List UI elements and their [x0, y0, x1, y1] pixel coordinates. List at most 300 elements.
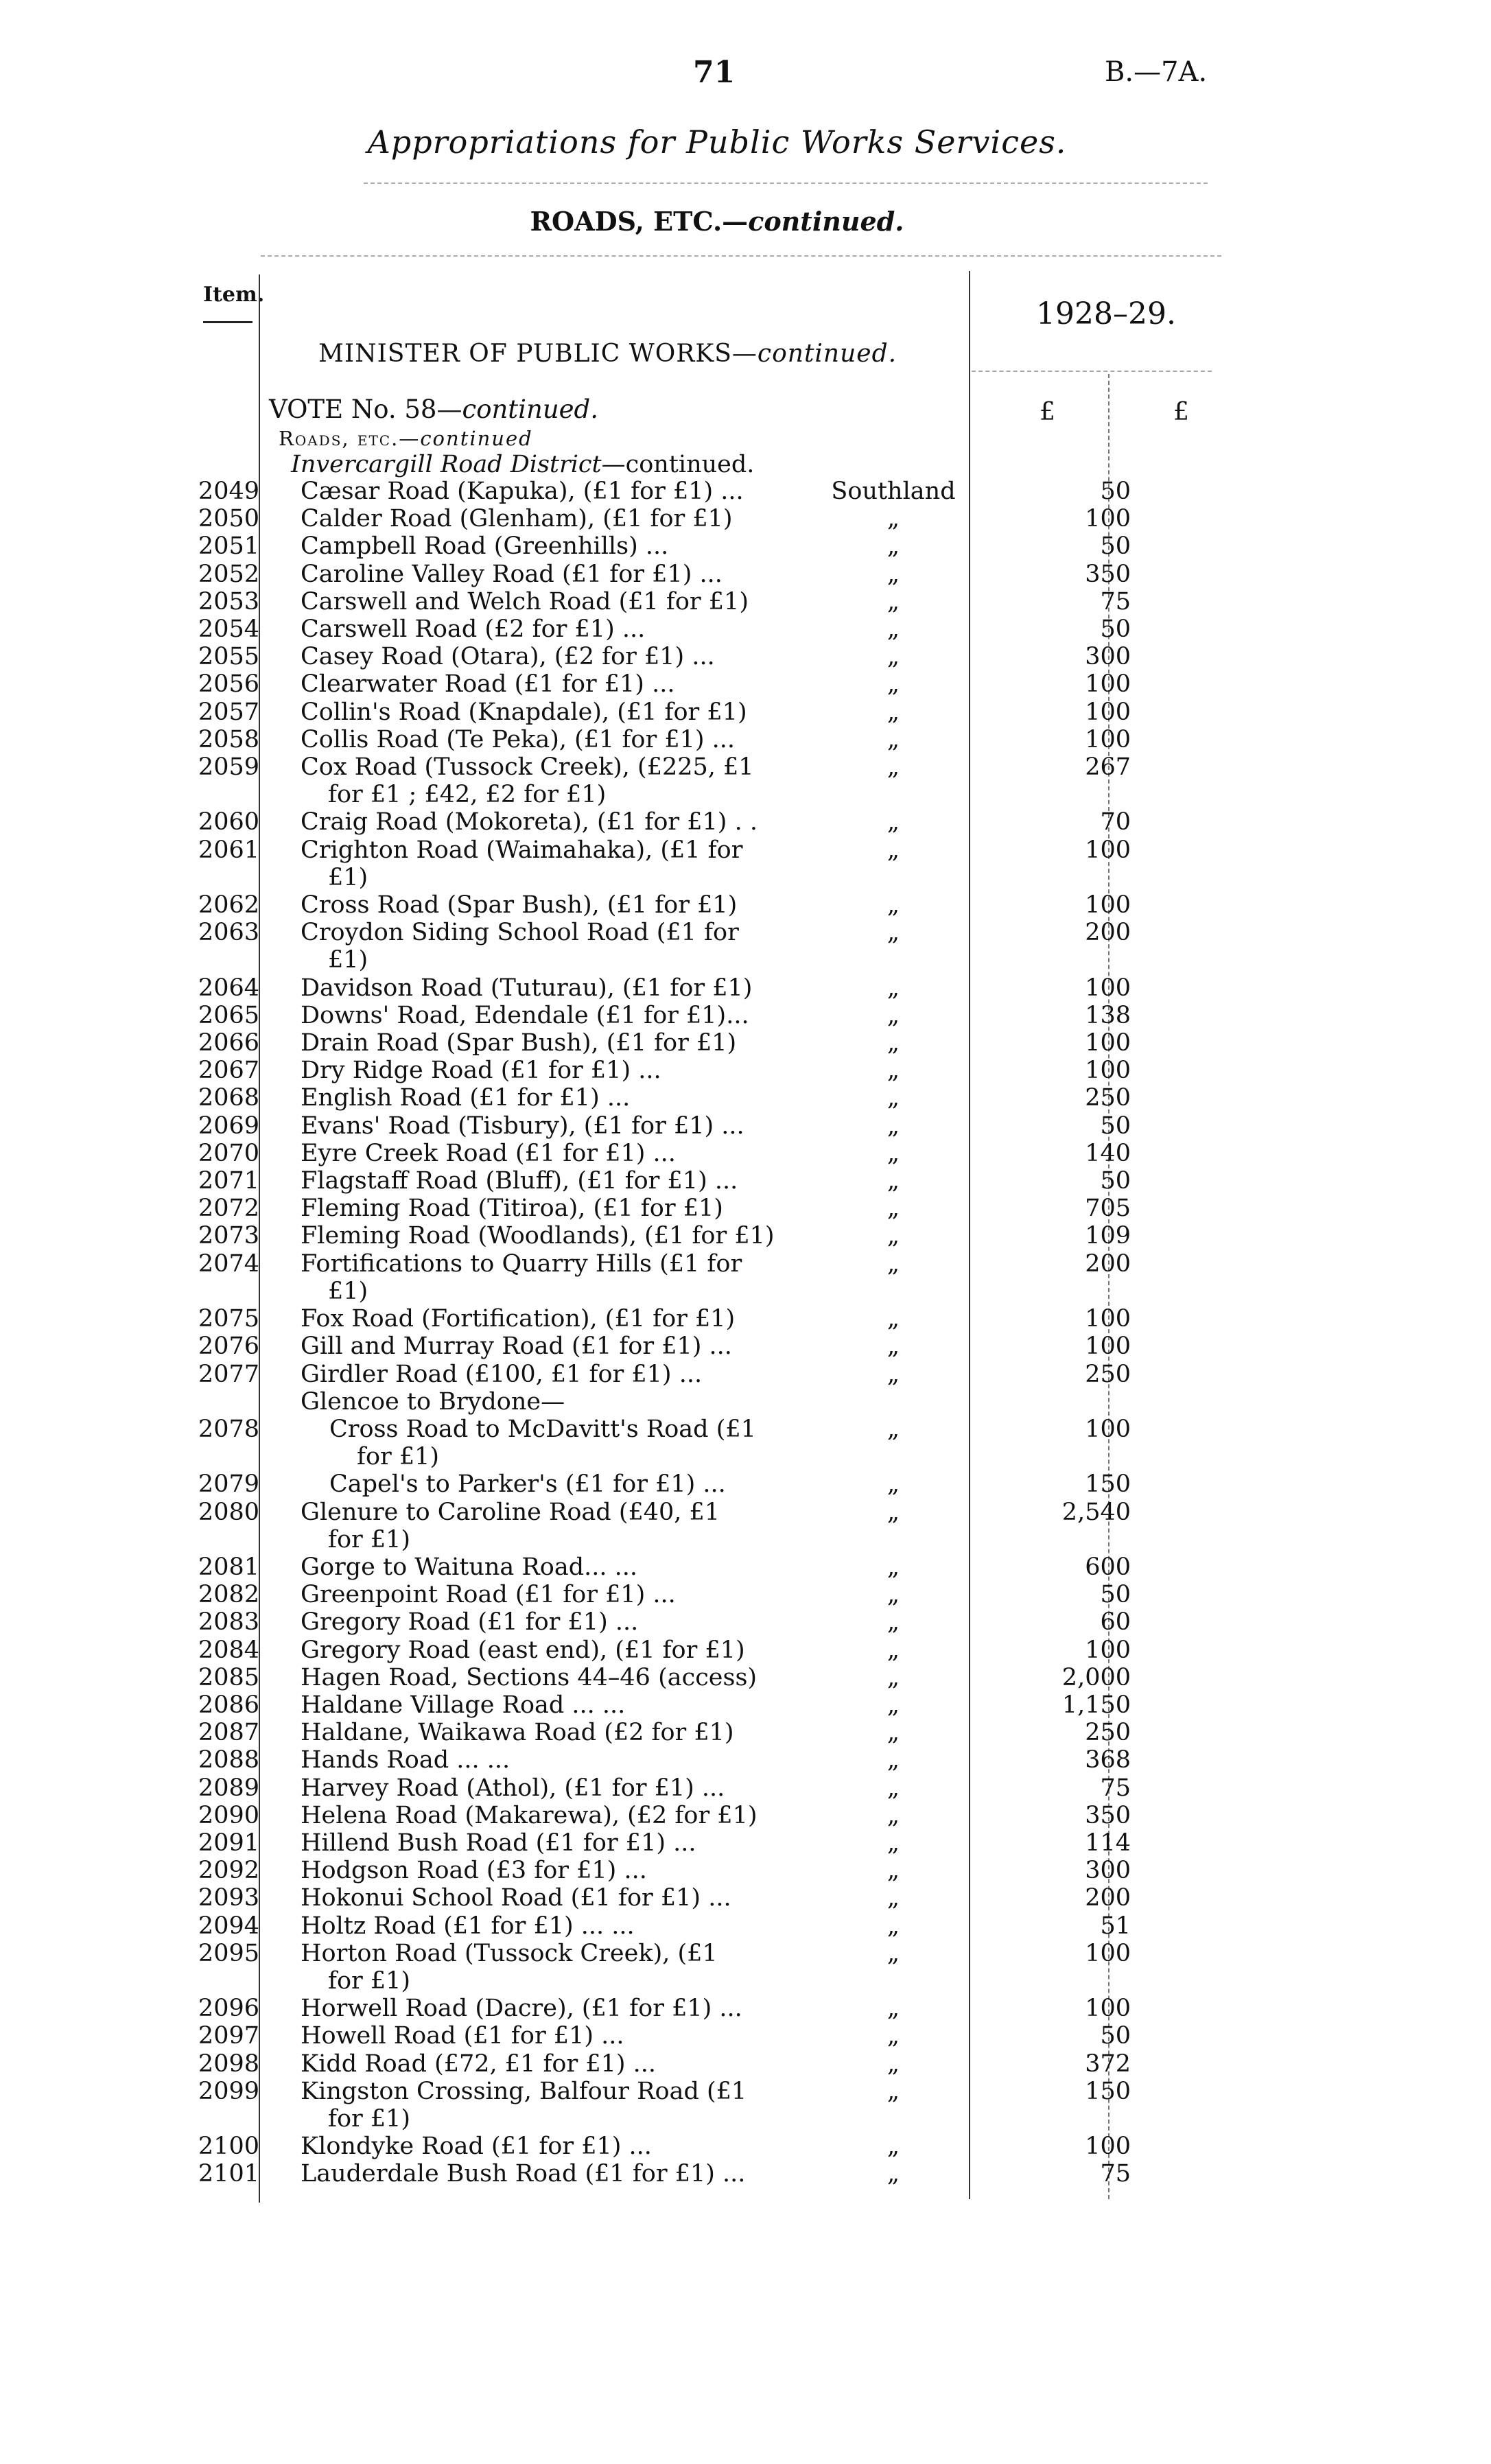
item-number: 2065 [198, 1001, 259, 1029]
item-description [265, 561, 786, 588]
item-description [265, 1002, 786, 1029]
region-name: „ [887, 1057, 900, 1085]
item-description [265, 2078, 786, 2133]
region-name: „ [887, 1719, 900, 1747]
region-name: „ [887, 1112, 900, 1140]
table-row [192, 1222, 1138, 1249]
minister-heading [318, 340, 897, 368]
region-name: „ [887, 1691, 900, 1719]
table-row [192, 1305, 1138, 1333]
amount-value: 100 [1085, 1415, 1131, 1443]
item-number: 2098 [198, 2050, 259, 2078]
table-row [192, 919, 1138, 974]
amount-value: 100 [1085, 2133, 1131, 2161]
appropriations-table-body [192, 478, 1138, 2188]
item-column-header: Item. [203, 283, 265, 307]
item-number: 2055 [198, 643, 259, 671]
amount-value: 150 [1085, 2077, 1131, 2105]
item-description [265, 2160, 786, 2187]
item-description [265, 505, 786, 532]
table-row [192, 478, 1138, 505]
description-text: Gregory Road (east end), (£1 for £1) [301, 1636, 745, 1664]
title-divider [364, 183, 1208, 184]
item-number: 2075 [198, 1305, 259, 1333]
amount-value: 75 [1100, 1774, 1131, 1802]
description-text: Davidson Road (Tuturau), (£1 for £1) [301, 974, 753, 1002]
region-name: „ [887, 1553, 900, 1581]
table-row [192, 1195, 1138, 1222]
region-name: „ [887, 1333, 900, 1361]
region-name: „ [887, 808, 900, 836]
item-description [265, 1361, 786, 1388]
description-text: Hokonui School Road (£1 for £1) ... [301, 1884, 731, 1912]
table-row [192, 1470, 1138, 1498]
amount-value: 109 [1085, 1222, 1131, 1250]
region-name: „ [887, 919, 900, 947]
item-description [265, 1029, 786, 1057]
minister-heading-text: MINISTER OF PUBLIC WORKS— [318, 340, 758, 368]
item-number: 2056 [198, 670, 259, 699]
amount-value: 100 [1085, 725, 1131, 753]
amount-value: 50 [1100, 2022, 1131, 2050]
item-number: 2062 [198, 891, 259, 919]
description-text: Campbell Road (Greenhills) ... [301, 532, 669, 561]
item-description [265, 532, 786, 560]
table-row [192, 1774, 1138, 1802]
description-text: Glencoe to Brydone— [301, 1387, 565, 1416]
item-number: 2067 [198, 1057, 259, 1085]
amount-value: 372 [1085, 2050, 1131, 2078]
item-number: 2100 [198, 2133, 259, 2161]
description-text: Kingston Crossing, Balfour Road (£1 [301, 2077, 747, 2105]
description-continuation: for £1) [357, 1443, 440, 1471]
description-text: Calder Road (Glenham), (£1 for £1) [301, 505, 733, 533]
description-continuation: £1) [328, 946, 368, 974]
description-text: Cæsar Road (Kapuka), (£1 for £1) ... [301, 478, 744, 505]
item-number: 2090 [198, 1801, 259, 1829]
amount-value: 300 [1085, 1857, 1131, 1885]
currency-header-2: £ [1173, 398, 1189, 426]
amount-value: 100 [1085, 698, 1131, 726]
amount-value: 250 [1085, 1084, 1131, 1112]
item-description [265, 1940, 786, 1995]
description-text: Glenure to Caroline Road (£40, £1 [301, 1498, 720, 1526]
currency-header-1: £ [1040, 398, 1055, 426]
region-name: „ [887, 1581, 900, 1609]
region-name: „ [887, 1939, 900, 1967]
region-name: „ [887, 1360, 900, 1388]
amount-value: 150 [1085, 1470, 1131, 1499]
item-number: 2053 [198, 587, 259, 615]
region-name: „ [887, 505, 900, 533]
region-name: „ [887, 1829, 900, 1857]
table-row [192, 1829, 1138, 1857]
region-name: „ [887, 1663, 900, 1691]
table-row [192, 1057, 1138, 1084]
table-row [192, 561, 1138, 588]
district-heading [291, 451, 754, 478]
description-text: Cox Road (Tussock Creek), (£225, £1 [301, 753, 754, 782]
region-name: „ [887, 1608, 900, 1636]
amount-value: 50 [1100, 1581, 1131, 1609]
amount-value: 75 [1100, 587, 1131, 615]
description-text: Haldane Village Road ... ... [301, 1691, 626, 1719]
description-text: Hodgson Road (£3 for £1) ... [301, 1857, 647, 1885]
amount-value: 100 [1085, 1057, 1131, 1085]
item-description [265, 1222, 786, 1249]
item-number: 2072 [198, 1195, 259, 1223]
table-row [192, 808, 1138, 836]
amount-value: 200 [1085, 1884, 1131, 1912]
roads-subheading-continued: continued [420, 427, 533, 450]
item-description [265, 1719, 786, 1746]
item-description [265, 1416, 786, 1470]
region-name: „ [887, 974, 900, 1002]
description-continuation: for £1) [328, 2104, 411, 2133]
description-text: Helena Road (Makarewa), (£2 for £1) [301, 1801, 758, 1829]
item-number: 2093 [198, 1884, 259, 1912]
item-description [265, 891, 786, 919]
item-description [265, 1995, 786, 2022]
description-text: Fortifications to Quarry Hills (£1 for [301, 1249, 742, 1278]
amount-value: 114 [1085, 1829, 1131, 1857]
item-number: 2084 [198, 1636, 259, 1664]
table-row [192, 1361, 1138, 1388]
appropriations-table [192, 478, 1138, 2188]
table-row [192, 615, 1138, 643]
table-row [192, 643, 1138, 670]
description-text: Klondyke Road (£1 for £1) ... [301, 2133, 652, 2161]
description-text: Carswell and Welch Road (£1 for £1) [301, 587, 749, 615]
description-text: Fleming Road (Woodlands), (£1 for £1) [301, 1222, 775, 1250]
item-description [265, 836, 786, 891]
region-name: „ [887, 1746, 900, 1774]
description-text: Howell Road (£1 for £1) ... [301, 2022, 624, 2050]
vote-heading-text: VOTE No. 58— [269, 395, 462, 424]
amount-value: 50 [1100, 1112, 1131, 1140]
amount-value: 100 [1085, 974, 1131, 1002]
table-row [192, 1167, 1138, 1195]
table-row [192, 1857, 1138, 1884]
item-number: 2083 [198, 1608, 259, 1636]
item-description [265, 1084, 786, 1112]
item-number: 2060 [198, 808, 259, 836]
item-number: 2066 [198, 1029, 259, 1057]
description-text: Hands Road ... ... [301, 1746, 510, 1774]
table-row [192, 2050, 1138, 2078]
region-name: „ [887, 725, 900, 753]
region-name: „ [887, 1222, 900, 1250]
item-description [265, 974, 786, 1002]
region-name: „ [887, 670, 900, 699]
table-row [192, 2133, 1138, 2160]
table-row [192, 1912, 1138, 1940]
table-row [192, 670, 1138, 698]
table-row [192, 1084, 1138, 1112]
item-description [265, 1305, 786, 1333]
amount-value: 100 [1085, 1636, 1131, 1664]
amount-value: 138 [1085, 1001, 1131, 1029]
table-row [192, 2078, 1138, 2133]
item-description [265, 1140, 786, 1167]
item-number: 2063 [198, 919, 259, 947]
description-text: Harvey Road (Athol), (£1 for £1) ... [301, 1774, 725, 1802]
region-name: „ [887, 615, 900, 644]
region-name: „ [887, 1001, 900, 1029]
amount-value: 50 [1100, 615, 1131, 644]
section-title-continued: continued. [748, 206, 904, 237]
region-name: „ [887, 1415, 900, 1443]
region-name: „ [887, 2133, 900, 2161]
table-row [192, 2160, 1138, 2187]
amount-value: 368 [1085, 1746, 1131, 1774]
description-text: Girdler Road (£100, £1 for £1) ... [301, 1360, 703, 1388]
description-text: Gregory Road (£1 for £1) ... [301, 1608, 639, 1636]
description-text: Flagstaff Road (Bluff), (£1 for £1) ... [301, 1167, 738, 1195]
region-name: „ [887, 836, 900, 864]
amount-value: 267 [1085, 753, 1131, 782]
item-number: 2087 [198, 1719, 259, 1747]
item-description [265, 808, 786, 836]
description-continuation: £1) [328, 863, 368, 891]
description-text: Holtz Road (£1 for £1) ... ... [301, 1912, 635, 1940]
table-row [192, 836, 1138, 891]
region-name: „ [887, 2050, 900, 2078]
region-name: „ [887, 2022, 900, 2050]
item-number: 2059 [198, 753, 259, 782]
item-description [265, 588, 786, 615]
item-number: 2077 [198, 1360, 259, 1388]
item-description [265, 1553, 786, 1581]
item-description [265, 615, 786, 643]
item-number: 2081 [198, 1553, 259, 1581]
description-text: Dry Ridge Road (£1 for £1) ... [301, 1057, 661, 1085]
region-name: „ [887, 587, 900, 615]
item-number: 2049 [198, 478, 259, 505]
item-number: 2099 [198, 2077, 259, 2105]
description-text: Hillend Bush Road (£1 for £1) ... [301, 1829, 696, 1857]
table-row [192, 1746, 1138, 1774]
amount-value: 2,540 [1061, 1498, 1131, 1526]
item-description [265, 643, 786, 670]
description-text: Casey Road (Otara), (£2 for £1) ... [301, 643, 715, 671]
table-row [192, 505, 1138, 532]
amount-value: 100 [1085, 670, 1131, 699]
description-continuation: for £1) [328, 1967, 411, 1995]
amount-value: 705 [1085, 1195, 1131, 1223]
item-description [265, 1499, 786, 1553]
region-name: „ [887, 532, 900, 561]
item-description [265, 1912, 786, 1940]
table-row [192, 532, 1138, 560]
description-text: Hagen Road, Sections 44–46 (access) [301, 1663, 758, 1691]
table-row [192, 1608, 1138, 1636]
item-number: 2080 [198, 1498, 259, 1526]
table-row [192, 726, 1138, 753]
description-text: Crighton Road (Waimahaka), (£1 for [301, 836, 743, 864]
item-description [265, 1195, 786, 1222]
description-text: Caroline Valley Road (£1 for £1) ... [301, 560, 723, 588]
amount-value [1000, 1388, 1138, 1416]
region-name: „ [887, 1995, 900, 2023]
region-name: „ [887, 1884, 900, 1912]
table-row [192, 1553, 1138, 1581]
region-name: „ [887, 698, 900, 726]
item-number: 2068 [198, 1084, 259, 1112]
item-description [265, 1802, 786, 1829]
table-row [192, 1333, 1138, 1360]
item-description [265, 1112, 786, 1140]
item-number: 2094 [198, 1912, 259, 1940]
description-text: Horwell Road (Dacre), (£1 for £1) ... [301, 1995, 742, 2023]
description-continuation: for £1) [328, 1525, 411, 1553]
item-number: 2086 [198, 1691, 259, 1719]
year-header-rule [972, 371, 1212, 372]
item-description [265, 919, 786, 974]
description-text: Craig Road (Mokoreta), (£1 for £1) . . [301, 808, 758, 836]
description-text: Cross Road (Spar Bush), (£1 for £1) [301, 891, 738, 919]
region-name: „ [887, 643, 900, 671]
table-row [192, 1250, 1138, 1305]
region-name: „ [887, 1305, 900, 1333]
region-name: „ [887, 1139, 900, 1167]
description-text: Fox Road (Fortification), (£1 for £1) [301, 1305, 736, 1333]
district-heading-continued: continued. [625, 451, 755, 478]
item-description [265, 478, 786, 505]
item-number: 2091 [198, 1829, 259, 1857]
region-name: „ [887, 1801, 900, 1829]
item-number: 2074 [198, 1249, 259, 1278]
amount-value: 300 [1085, 643, 1131, 671]
item-description [265, 699, 786, 726]
minister-heading-continued: continued. [757, 340, 897, 368]
item-number: 2057 [198, 698, 259, 726]
description-text: Evans' Road (Tisbury), (£1 for £1) ... [301, 1112, 744, 1140]
description-text: Haldane, Waikawa Road (£2 for £1) [301, 1719, 734, 1747]
table-row [192, 1581, 1138, 1608]
table-row [192, 1995, 1138, 2022]
item-number: 2078 [198, 1415, 259, 1443]
item-number: 2085 [198, 1663, 259, 1691]
vote-heading [269, 395, 598, 424]
description-text: Drain Road (Spar Bush), (£1 for £1) [301, 1029, 737, 1057]
table-row [192, 1719, 1138, 1746]
region-name: „ [887, 1195, 900, 1223]
description-text: Eyre Creek Road (£1 for £1) ... [301, 1139, 676, 1167]
region-name: „ [887, 1470, 900, 1499]
amount-value: 100 [1085, 1995, 1131, 2023]
amount-value: 75 [1100, 2160, 1131, 2188]
table-row [192, 1802, 1138, 1829]
region-name: „ [887, 2077, 900, 2105]
item-description [265, 2022, 786, 2050]
item-number: 2064 [198, 974, 259, 1002]
description-text: Collis Road (Te Peka), (£1 for £1) ... [301, 725, 736, 753]
description-text: Lauderdale Bush Road (£1 for £1) ... [301, 2160, 746, 2188]
amount-value: 2,000 [1061, 1663, 1131, 1691]
region-name: „ [887, 1912, 900, 1940]
amount-value: 70 [1100, 808, 1131, 836]
item-description [265, 1388, 786, 1416]
item-description [265, 1057, 786, 1084]
table-row [192, 1636, 1138, 1664]
year-header: 1928–29. [1036, 296, 1176, 331]
table-row [192, 1664, 1138, 1691]
region-name [786, 1388, 1000, 1416]
table-row [192, 1112, 1138, 1140]
description-text: Capel's to Parker's (£1 for £1) ... [329, 1470, 726, 1499]
description-text: Carswell Road (£2 for £1) ... [301, 615, 646, 644]
item-number: 2097 [198, 2022, 259, 2050]
region-name: „ [887, 560, 900, 588]
amount-value: 200 [1085, 919, 1131, 947]
item-description [265, 670, 786, 698]
region-name: „ [887, 753, 900, 782]
table-row [192, 1388, 1138, 1416]
amount-value: 100 [1085, 1305, 1131, 1333]
item-description [265, 2133, 786, 2160]
item-description [265, 1774, 786, 1802]
item-number: 2069 [198, 1112, 259, 1140]
item-description [265, 1857, 786, 1884]
item-description [265, 1746, 786, 1774]
item-number: 2054 [198, 615, 259, 644]
region-name: „ [887, 1084, 900, 1112]
amount-value: 350 [1085, 560, 1131, 588]
description-text: Horton Road (Tussock Creek), (£1 [301, 1939, 718, 1967]
region-name: „ [887, 1167, 900, 1195]
amount-value: 100 [1085, 1029, 1131, 1057]
amount-value: 100 [1085, 505, 1131, 533]
section-divider [261, 255, 1221, 257]
table-row [192, 974, 1138, 1002]
description-text: Gorge to Waituna Road... ... [301, 1553, 637, 1581]
page-title: Appropriations for Public Works Services. [367, 124, 1067, 161]
table-row [192, 1940, 1138, 1995]
item-number: 2061 [198, 836, 259, 864]
description-text: Gill and Murray Road (£1 for £1) ... [301, 1333, 732, 1361]
item-number: 2096 [198, 1995, 259, 2023]
amount-value: 60 [1100, 1608, 1131, 1636]
item-description [265, 1333, 786, 1360]
item-description [265, 1470, 786, 1498]
item-number: 2101 [198, 2160, 259, 2188]
region-name: „ [887, 1774, 900, 1802]
description-continuation: £1) [328, 1277, 368, 1305]
item-description [265, 726, 786, 753]
amount-value: 100 [1085, 836, 1131, 864]
description-continuation: for £1 ; £42, £2 for £1) [328, 781, 607, 809]
description-text: English Road (£1 for £1) ... [301, 1084, 631, 1112]
table-row [192, 891, 1138, 919]
table-row [192, 588, 1138, 615]
item-description [265, 1167, 786, 1195]
table-row [192, 1499, 1138, 1553]
item-number: 2050 [198, 505, 259, 533]
amount-value: 1,150 [1061, 1691, 1131, 1719]
item-description [265, 1691, 786, 1719]
region-name: „ [887, 1249, 900, 1278]
description-text: Cross Road to McDavitt's Road (£1 [329, 1415, 756, 1443]
item-header-rule [203, 321, 253, 323]
region-name: „ [887, 1498, 900, 1526]
vote-heading-continued: continued. [462, 395, 599, 424]
table-row [192, 753, 1138, 808]
item-number: 2082 [198, 1581, 259, 1609]
item-description [265, 1250, 786, 1305]
amount-value: 50 [1100, 532, 1131, 561]
amount-value: 200 [1085, 1249, 1131, 1278]
